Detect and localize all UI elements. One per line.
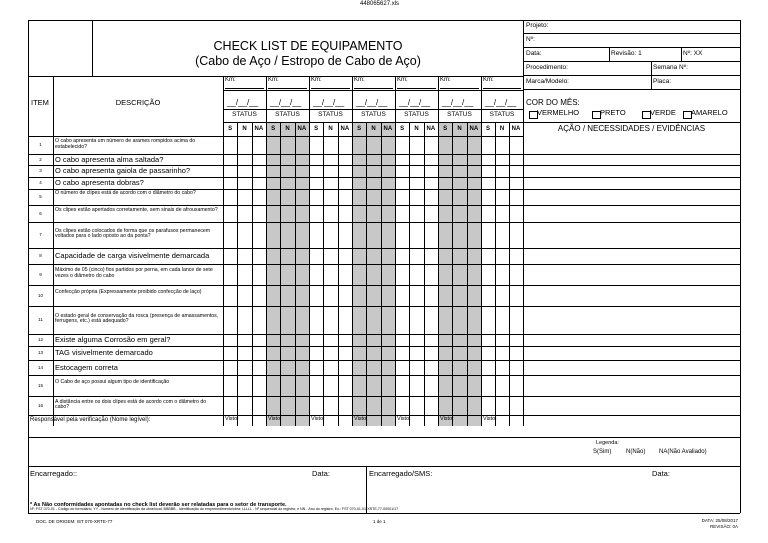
checklist-item-description: O número de clipes está de acordo com o diâmetro do cabo? <box>55 190 196 196</box>
row-line <box>28 264 740 265</box>
legenda-sim: S(Sim) <box>593 449 612 455</box>
grid-line <box>523 47 740 48</box>
row-line <box>28 222 740 223</box>
grid-line <box>381 122 382 426</box>
km-field: Km: <box>268 77 279 83</box>
grid-line <box>523 137 524 426</box>
checklist-item-number: 9 <box>39 271 42 277</box>
status-column-shade <box>353 122 395 426</box>
status-s-header: S <box>485 126 490 132</box>
checklist-item-description: O cabo apresenta dobras? <box>55 178 144 187</box>
checklist-item-description: Estocagem correta <box>55 362 118 372</box>
field-projeto: Projeto: <box>526 22 549 29</box>
data-revisao: DATA: 25/08/2017 <box>701 518 738 523</box>
grid-line <box>467 122 468 426</box>
grid-line <box>280 122 281 426</box>
checklist-item-number: 11 <box>38 317 43 322</box>
row-line <box>28 396 740 397</box>
row-line <box>28 248 740 249</box>
checklist-item-number: 3 <box>39 168 42 173</box>
legenda-nao: N(Não) <box>626 449 646 455</box>
checklist-item-number: 16 <box>37 402 43 408</box>
km-field: Km: <box>440 77 451 83</box>
status-n-header: N <box>499 126 505 132</box>
km-field: Km: <box>354 77 365 83</box>
checklist-item-number: 13 <box>37 350 43 355</box>
status-n-header: N <box>414 126 419 132</box>
grid-line <box>523 122 740 123</box>
km-underline <box>397 88 436 89</box>
grid-line <box>651 61 652 75</box>
grid-line <box>651 75 652 89</box>
field-revisao: Revisão: 1 <box>611 50 642 57</box>
field-semana: Semana Nº: <box>653 64 688 71</box>
descricao-column-header: DESCRIÇÃO <box>115 98 161 107</box>
status-s-header: S <box>314 126 319 132</box>
checklist-item-number: 10 <box>37 292 43 298</box>
status-header: STATUS <box>275 111 300 118</box>
km-underline <box>483 88 521 89</box>
item-column-header: ITEM <box>31 98 49 107</box>
grid-line <box>523 75 740 76</box>
km-underline <box>440 88 479 89</box>
status-header: STATUS <box>447 111 472 118</box>
checklist-item-description: Os clipes estão apertados corretamente, sem sinais de afrouxamento? <box>55 206 218 213</box>
grid-line <box>366 466 367 513</box>
nao-conformidade-note: * As Não conformidades apontadas no check list deverão ser relatadas para o setor de transporte. <box>30 502 287 508</box>
grid-line <box>523 89 740 90</box>
date-field: __/__/__ <box>399 98 431 107</box>
checklist-item-number: 12 <box>37 337 43 342</box>
date-field: __/__/__ <box>313 98 345 107</box>
status-column-shade <box>267 122 309 426</box>
grid-line <box>452 122 453 426</box>
row-line <box>28 205 740 206</box>
revisao-label: REVISÃO: 0A <box>709 524 738 529</box>
status-na-header: NA <box>297 126 307 132</box>
table-border <box>28 513 740 514</box>
status-na-header: NA <box>511 126 521 132</box>
date-field: __/__/__ <box>356 98 388 107</box>
status-n-header: N <box>371 126 376 132</box>
status-na-header: NA <box>340 126 350 132</box>
data-label: Data: <box>312 469 330 478</box>
checklist-item-number: 1 <box>39 142 42 147</box>
page-subtitle: (Cabo de Aço / Estropo de Cabo de Aço) <box>195 54 421 68</box>
acao-header: AÇÃO / NECESSIDADES / EVIDÊNCIAS <box>557 124 706 133</box>
grid-line <box>223 109 523 110</box>
color-option-vermelho: VERMELHO <box>537 108 580 117</box>
km-field: Km: <box>483 77 494 83</box>
field-numero-xx: Nº: XX <box>683 50 703 57</box>
status-s-header: S <box>357 126 362 132</box>
date-field: __/__/__ <box>227 98 259 107</box>
checklist-item-number: 6 <box>39 210 42 216</box>
status-na-header: NA <box>254 126 264 132</box>
status-n-header: N <box>285 126 290 132</box>
km-field: Km: <box>225 77 236 83</box>
status-s-header: S <box>443 126 448 132</box>
checklist-item-description: O cabo apresenta gaiola de passarinho? <box>55 166 191 175</box>
row-line <box>28 375 740 376</box>
grid-line <box>681 47 682 61</box>
table-border <box>28 20 740 21</box>
status-s-header: S <box>228 126 233 132</box>
km-underline <box>311 88 350 89</box>
grid-line <box>323 122 324 426</box>
checklist-item-description: A distância entre os dois clipes está de acordo com o diâmetro do cabo? <box>55 398 207 411</box>
grid-line <box>28 466 740 467</box>
km-underline <box>268 88 307 89</box>
grid-line <box>409 122 410 426</box>
checklist-item-number: 4 <box>39 180 42 185</box>
codigo-formulario-note: Nº: FST 070-01 - Código do formulário; YY - Número de identificação da obra/local; BBBBB - Identificação do empreendimento/obra; LLLLL - Nº sequencial do registro; e NN - Ano do registro. Ex.: FST 070-01-01-XRTE-77-00001/17 <box>30 507 399 511</box>
checklist-item-description: Os clipes estão colocados de forma que os parafusos permanecem voltados para o lado oposto ao da ponta? <box>55 227 211 240</box>
km-underline <box>225 88 264 89</box>
date-field: __/__/__ <box>485 98 517 107</box>
color-option-verde: VERDE <box>650 108 676 117</box>
status-na-header: NA <box>469 126 479 132</box>
visto-field: Visto: <box>397 416 411 422</box>
km-field: Km: <box>397 77 408 83</box>
field-procedimento: Procedimento: <box>526 64 568 71</box>
visto-field: Visto: <box>354 416 368 422</box>
status-na-header: NA <box>426 126 436 132</box>
checklist-item-number: 8 <box>39 253 42 258</box>
legenda-nao-avaliado: NA(Não Avaliado) <box>659 449 707 455</box>
grid-line <box>366 122 367 426</box>
grid-line <box>295 122 296 426</box>
cor-do-mes-label: COR DO MÊS: <box>526 98 580 107</box>
km-field: Km: <box>311 77 322 83</box>
color-option-amarelo: AMARELO <box>691 108 728 117</box>
row-line <box>28 415 740 416</box>
visto-field: Visto: <box>225 416 239 422</box>
field-placa: Placa: <box>653 78 672 85</box>
checklist-item-description: Existe alguma Corrosão em geral? <box>55 335 171 344</box>
encarregado-sms-label: Encarregado/SMS: <box>369 469 433 478</box>
responsavel-label: Responsável pela verificação (Nome legível): <box>30 417 151 423</box>
file-name: 448065627.xls <box>360 1 400 7</box>
date-field: __/__/__ <box>270 98 302 107</box>
checklist-item-number: 7 <box>39 232 42 237</box>
encarregado-label: Encarregado:: <box>30 469 78 478</box>
checklist-item-description: Confecção própria (Expressamente proibido confecção de laço) <box>55 288 202 295</box>
table-border <box>740 20 741 513</box>
table-border <box>28 20 29 513</box>
checklist-item-number: 2 <box>39 156 42 162</box>
status-header: STATUS <box>489 111 515 118</box>
grid-line <box>252 122 253 426</box>
status-header: STATUS <box>361 111 386 118</box>
grid-line <box>338 122 339 426</box>
checklist-item-description: O cabo apresenta alma saltada? <box>55 154 164 164</box>
grid-line <box>523 61 740 62</box>
checklist-item-description: TAG visivelmente demarcado <box>55 348 153 357</box>
grid-line <box>424 122 425 426</box>
page-number: 1 de 1 <box>373 519 386 524</box>
legenda-title: Legenda: <box>596 440 619 446</box>
visto-field: Visto: <box>440 416 454 422</box>
grid-line <box>223 122 523 123</box>
grid-line <box>495 122 496 426</box>
grid-line <box>28 437 740 438</box>
row-line <box>28 306 740 307</box>
status-n-header: N <box>457 126 462 132</box>
checklist-item-number: 14 <box>37 364 43 370</box>
grid-line <box>223 90 523 91</box>
checklist-item-description: O Cabo de aço possui algum tipo de identificação <box>55 378 170 385</box>
grid-line <box>237 122 238 426</box>
grid-line <box>509 122 510 426</box>
status-column-shade <box>439 122 481 426</box>
status-s-header: S <box>271 126 276 132</box>
checklist-item-description: O cabo apresenta um número de arames rompidos acima do estabelecido? <box>55 138 196 150</box>
checklist-item-number: 5 <box>39 194 42 199</box>
status-header: STATUS <box>318 111 343 118</box>
grid-line <box>523 33 740 34</box>
row-line <box>28 285 740 286</box>
date-field: __/__/__ <box>442 98 474 107</box>
status-na-header: NA <box>383 126 393 132</box>
row-line <box>28 346 740 347</box>
visto-field: Visto: <box>483 416 497 422</box>
status-header: STATUS <box>404 111 429 118</box>
page-title: CHECK LIST DE EQUIPAMENTO <box>213 39 403 53</box>
doc-origem: DOC. DE ORIGEM: IST 070-XRTE-77 <box>36 519 113 524</box>
visto-field: Visto: <box>268 416 282 422</box>
status-n-header: N <box>328 126 333 132</box>
grid-line <box>53 76 54 426</box>
grid-line <box>609 47 610 61</box>
km-underline <box>354 88 393 89</box>
checklist-item-description: Capacidade de carga visivelmente demarcada <box>55 251 210 260</box>
field-marca-modelo: Marca/Modelo: <box>526 78 569 85</box>
checklist-item-description: Máximo de 05 (cinco) fios partidos por perna, em cada lance de sete vezes o diâmetro do cabo <box>55 267 213 279</box>
field-data: Data: <box>526 50 542 57</box>
row-line <box>28 360 740 361</box>
data-sms-label: Data: <box>652 469 670 478</box>
color-option-preto: PRETO <box>600 108 626 117</box>
visto-field: Visto: <box>311 416 325 422</box>
status-s-header: S <box>400 126 405 132</box>
checklist-item-number: 15 <box>37 382 43 388</box>
grid-line <box>28 136 523 137</box>
status-n-header: N <box>242 126 247 132</box>
checklist-item-description: O estado geral de conservação da rosca (presença de amassamentos, ferrugens, etc.) está adequado? <box>55 312 219 325</box>
field-numero: Nº: <box>526 36 535 43</box>
status-header: STATUS <box>232 111 257 118</box>
